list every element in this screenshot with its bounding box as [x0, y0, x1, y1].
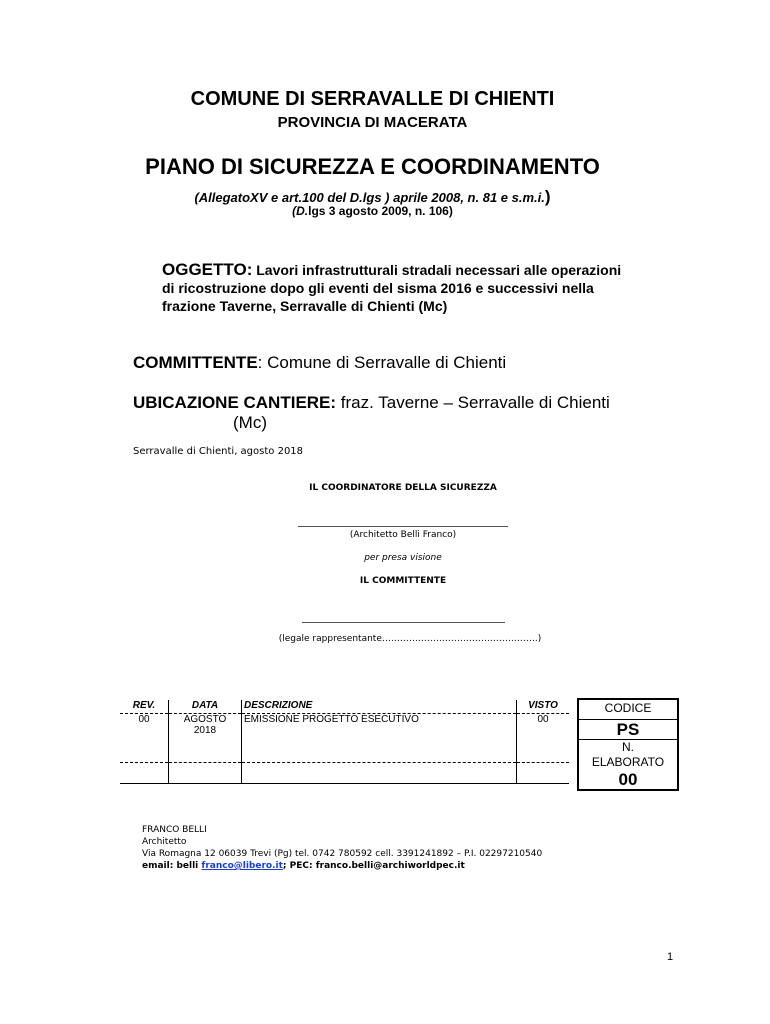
committente-label: COMMITTENTE	[133, 353, 258, 372]
elaborato-value: 00	[618, 770, 638, 789]
ubicazione-line	[133, 393, 673, 433]
codice-box	[577, 698, 679, 791]
header-descrizione: DESCRIZIONE	[242, 700, 517, 714]
ubicazione-label: UBICAZIONE CANTIERE:	[133, 393, 337, 412]
allegato-text: (AllegatoXV e art.100 del D.lgs ) aprile 2008, n. 81 e s.m.i.	[194, 190, 545, 205]
signature-line-committente	[302, 622, 505, 623]
comune-title: COMUNE DI SERRAVALLE DI CHIENTI	[190, 88, 555, 110]
provincia-subtitle: PROVINCIA DI MACERATA	[277, 114, 468, 131]
row-data-month: AGOSTO	[183, 714, 227, 725]
architetto-name: (Architetto Belli Franco)	[349, 530, 457, 540]
dlgs-reference	[0, 204, 745, 218]
email-link[interactable]: franco@libero.it	[201, 861, 283, 871]
oggetto-line3: frazione Taverne, Serravalle di Chienti (Mc)	[162, 298, 448, 314]
ubicazione-cont: (Mc)	[233, 413, 267, 432]
oggetto-block	[162, 261, 692, 315]
oggetto-label: OGGETTO:	[162, 260, 253, 279]
header-visto: VISTO	[517, 700, 570, 714]
ubicazione-value: fraz. Taverne – Serravalle di Chienti	[336, 393, 610, 412]
document-title: PIANO DI SICUREZZA E COORDINAMENTO	[145, 154, 600, 179]
row-descrizione: EMISSIONE PROGETTO ESECUTIVO	[242, 714, 517, 763]
row-visto: 00	[517, 714, 570, 763]
revision-table	[120, 700, 569, 784]
committente-heading: IL COMMITTENTE	[359, 576, 447, 586]
dlgs-d: (D.	[292, 204, 309, 218]
row-rev: 00	[138, 714, 150, 725]
table-row	[120, 714, 569, 763]
footer-name: FRANCO BELLI	[142, 825, 207, 835]
codice-label: CODICE	[579, 700, 677, 720]
committente-line	[133, 353, 506, 373]
footer-address: Via Romagna 12 06039 Trevi (Pg) tel. 0742 780592 cell. 3391241892 – P.I. 02297210540	[142, 849, 543, 859]
header-data: DATA	[169, 700, 242, 714]
header-rev: REV.	[120, 700, 169, 714]
committente-value: : Comune di Serravalle di Chienti	[257, 353, 507, 372]
oggetto-line1: Lavori infrastrutturali stradali necessari alle operazioni	[256, 262, 622, 278]
signature-line-coordinatore	[298, 526, 508, 527]
footer-email-label: email: belli	[142, 861, 202, 871]
footer-role: Architetto	[142, 837, 187, 847]
table-row-empty	[120, 763, 569, 784]
oggetto-line2: di ricostruzione dopo gli eventi del sisma 2016 e successivi nella	[162, 280, 594, 296]
footer-block	[142, 824, 542, 872]
codice-value: PS	[579, 720, 677, 740]
row-data	[169, 714, 242, 763]
luogo-data: Serravalle di Chienti, agosto 2018	[133, 446, 304, 457]
elaborato-label: ELABORATO	[591, 755, 665, 769]
page-number: 1	[667, 951, 674, 963]
presa-visione: per presa visione	[364, 553, 442, 563]
footer-pec: ; PEC: franco.belli@archiworldpec.it	[282, 861, 465, 871]
row-data-year: 2018	[193, 725, 217, 736]
n-label: N.	[622, 740, 634, 754]
coordinatore-heading: IL COORDINATORE DELLA SICUREZZA	[309, 483, 497, 493]
dlgs-rest: lgs 3 agosto 2009, n. 106)	[308, 204, 453, 218]
allegato-close: )	[544, 187, 551, 206]
legale-rappresentante: (legale rappresentante…………………………………………….)	[278, 634, 542, 644]
footer-contacts	[142, 860, 542, 872]
